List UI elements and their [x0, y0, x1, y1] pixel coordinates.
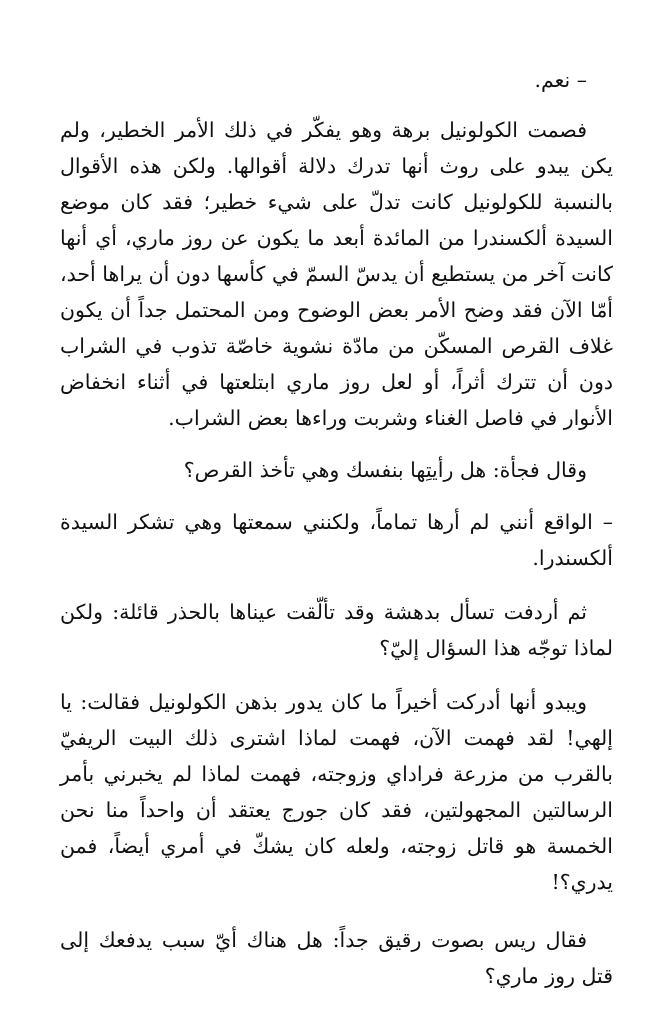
dialogue-answer: – الواقع أنني لم أرها تماماً، ولكنني سمعتها وهي تشكر السيدة ألكسندرا.: [60, 510, 613, 570]
paragraph-surprise: ثم أردفت تسأل بدهشة وقد تألّقت عيناها بالحذر قائلة: ولكن لماذا توجّه هذا السؤال إليّ؟: [60, 600, 613, 660]
book-page: [60, 62, 613, 1012]
paragraph-question: وقال فجأة: هل رأيتِها بنفسك وهي تأخذ القرص؟: [183, 458, 587, 482]
dialogue-yes: – نعم.: [534, 68, 587, 92]
paragraph-colonel-thinking: فصمت الكولونيل برهة وهو يفكّر في ذلك الأمر الخطير، ولم يكن يبدو على روث أنها تدرك دلالة أقوالها. ولكن هذه الأقوال بالنسبة للكولونيل كانت تدلّ على شيء خطير؛ فقد كان موضع السيدة ألكسندرا من المائدة أبعد ما يكون عن روز ماري، أي أنها كانت آخر من يستطيع أن يدسّ السمّ في كأسها دون أن يراها أحد، أمّا الآن فقد وضح الأمر بعض الوضوح ومن المحتمل جداً أن يكون غلاف القرص المسكّن من مادّة نشوية خاصّة تذوب في الشراب دون أن تترك أثراً، أو لعل روز ماري ابتلعتها في أثناء انخفاض الأنوار في فاصل الغناء وشربت وراءها بعض الشراب.: [60, 118, 613, 430]
paragraph-realization: ويبدو أنها أدركت أخيراً ما كان يدور بذهن الكولونيل فقالت: يا إلهي! لقد فهمت الآن، فهمت لماذا اشترى ذلك البيت الريفيّ بالقرب من مزرعة فراداي وزوجته، فهمت لماذا لم يخبرني بأمر الرسالتين المجهولتين، فقد كان جورج يعتقد أن واحداً منا نحن الخمسة هو قاتل زوجته، ولعله كان يشكّ في أمري أيضاً، فمن يدري؟!: [60, 690, 613, 894]
paragraph-reis-question: فقال ريس بصوت رقيق جداً: هل هناك أيّ سبب يدفعك إلى قتل روز ماري؟: [60, 928, 613, 988]
